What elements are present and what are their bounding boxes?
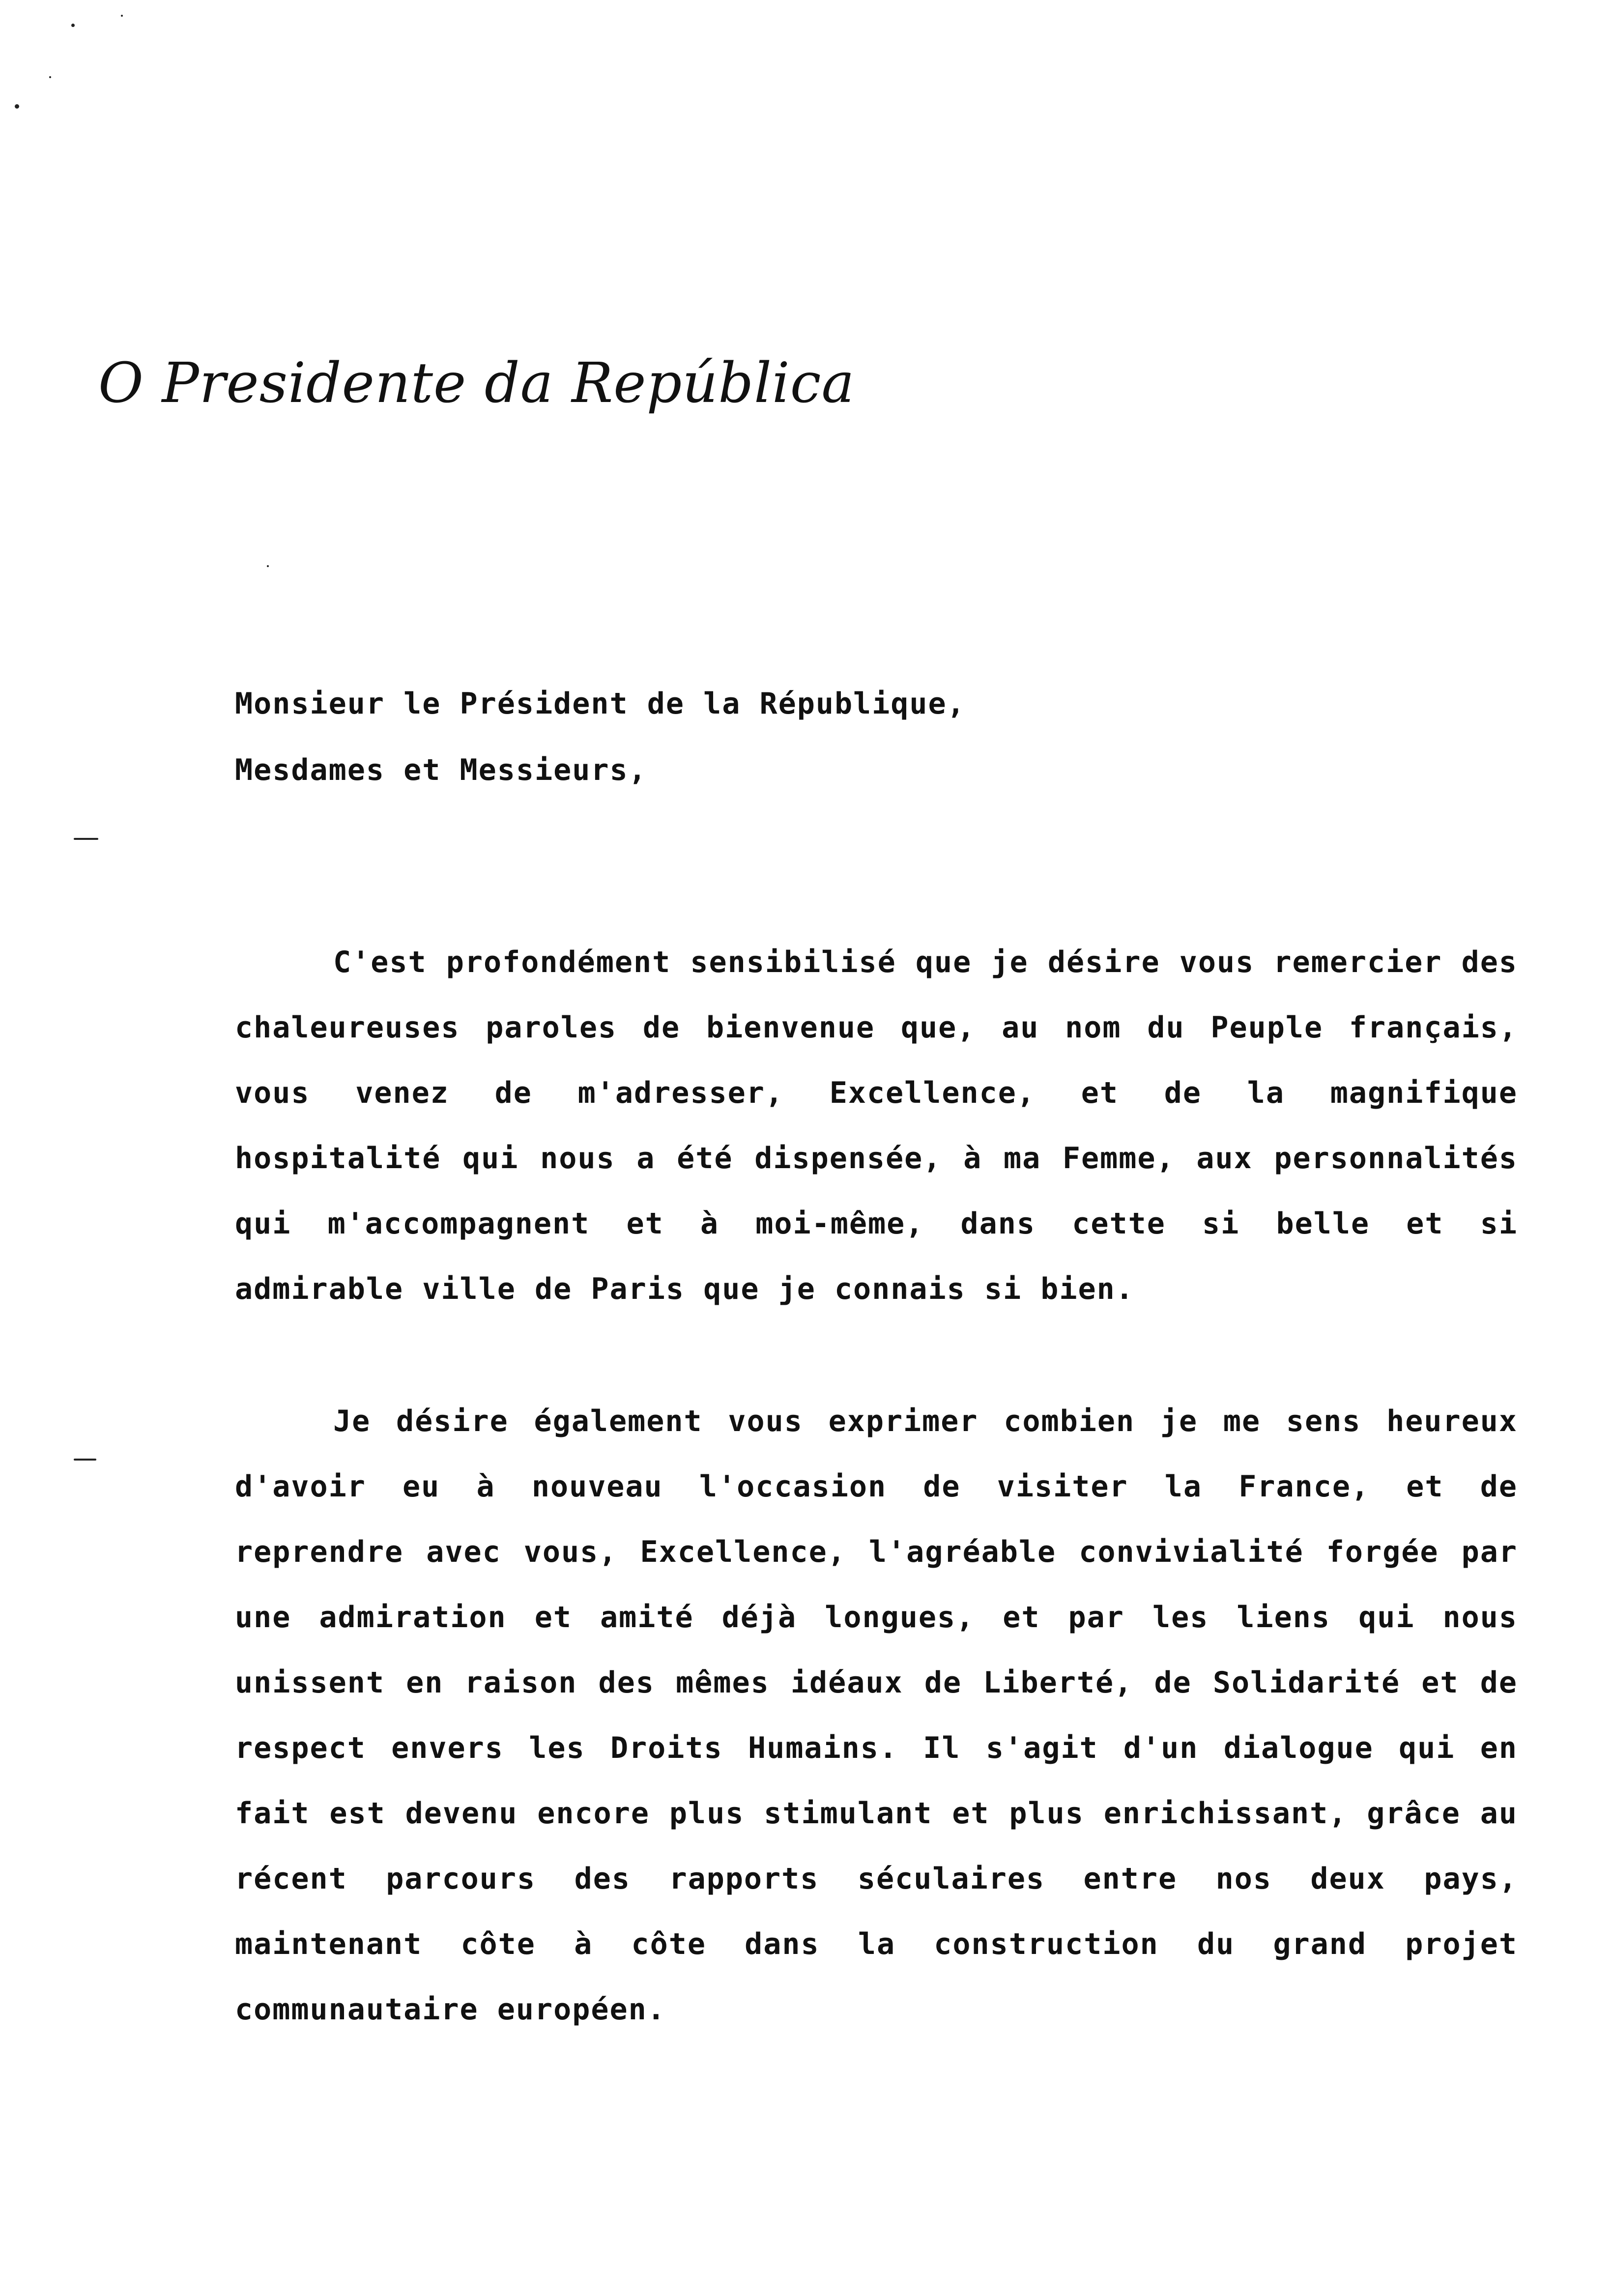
paragraph: C'est profondément sensibilisé que je désire vous remercier des chaleureuses paroles de bienvenue que, au nom du Peuple français, vous venez de m'adresser, Excellence, et de la magnifique hospitalité qui nous a été dispensée, à ma Femme, aux personnalités qui m'accompagnent et à moi-même, dans cette si belle et si admirable ville de Paris que je connais si bien. bbox=[235, 945, 1518, 1306]
scan-speck bbox=[121, 15, 123, 17]
margin-mark bbox=[74, 1459, 96, 1461]
margin-mark bbox=[74, 838, 98, 840]
salutation-line: Mesdames et Messieurs, bbox=[235, 753, 647, 787]
scan-speck bbox=[267, 565, 269, 567]
salutation-line: Monsieur le Président de la République, bbox=[235, 687, 966, 721]
letterhead: O Presidente da República bbox=[98, 351, 855, 415]
salutation bbox=[235, 671, 1518, 804]
scan-speck bbox=[71, 24, 75, 27]
scan-speck bbox=[15, 104, 19, 109]
paragraph: Je désire également vous exprimer combien je me sens heureux d'avoir eu à nouveau l'occasion de visiter la France, et de reprendre avec vous, Excellence, l'agréable convivialité forgée par une admiration et amité déjà longues, et par les liens qui nous unissent en raison des mêmes idéaux de Liberté, de Solidarité et de respect envers les Droits Humains. Il s'agit d'un dialogue qui en fait est devenu encore plus stimulant et plus enrichissant, grâce au récent parcours des rapports séculaires entre nos deux pays, maintenant côte à côte dans la construction du grand projet communautaire européen. bbox=[235, 1404, 1518, 2027]
scan-speck bbox=[49, 76, 51, 78]
